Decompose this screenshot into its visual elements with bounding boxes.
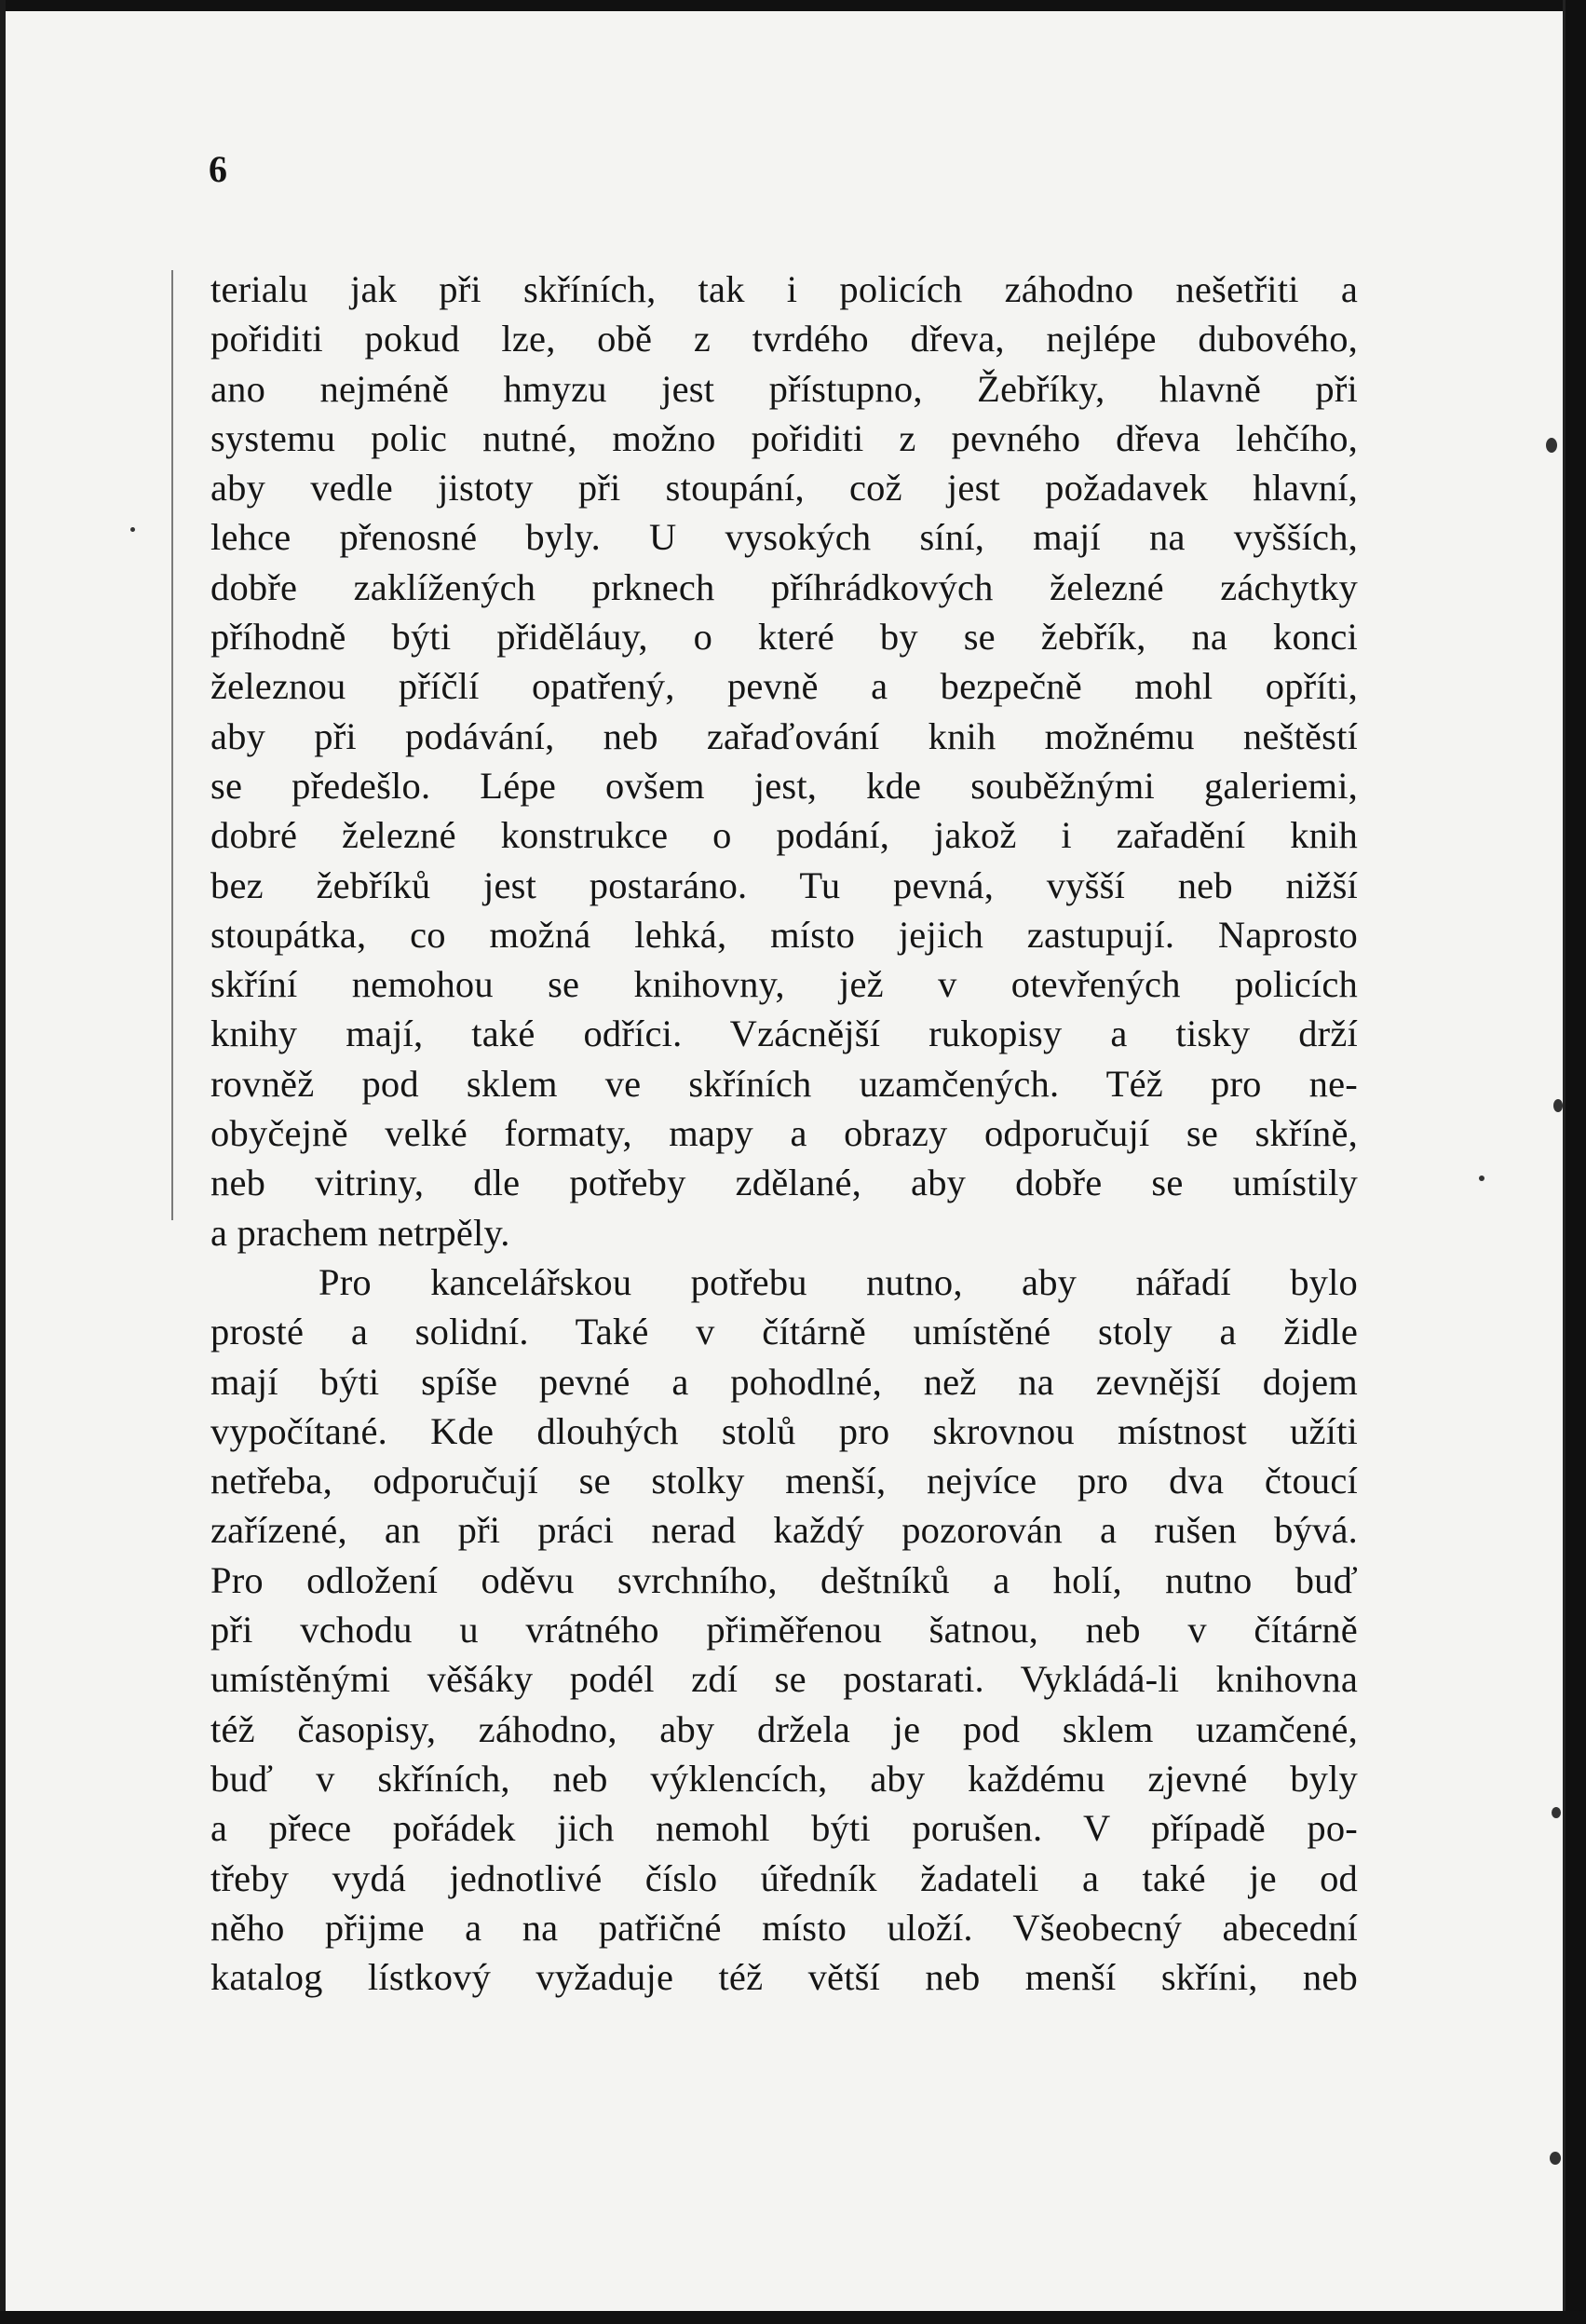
text-line: knihy mají, také odříci. Vzácnější rukopisy a tisky drží	[210, 1013, 1358, 1055]
text-line: buď v skříních, neb výklencích, aby každému zjevné byly	[210, 1757, 1358, 1800]
scan-border-top	[0, 0, 1586, 11]
scan-border-left	[0, 0, 6, 2324]
text-line: systemu polic nutné, možno pořiditi z pevného dřeva lehčího,	[210, 416, 1358, 459]
scan-border-right	[1566, 0, 1586, 2324]
text-line: a prachem netrpěly.	[210, 1211, 510, 1254]
scan-speck	[130, 527, 135, 532]
paragraph-1	[210, 265, 1358, 1257]
text-line: netřeba, odporučují se stolky menší, nejvíce pro dva čtoucí	[210, 1460, 1358, 1502]
text-line: obyčejně velké formaty, mapy a obrazy odporučují se skříně,	[210, 1112, 1358, 1155]
scan-speck	[1550, 2152, 1561, 2165]
scan-speck	[1479, 1176, 1484, 1181]
text-line: vypočítané. Kde dlouhých stolů pro skrovnou místnost užíti	[210, 1409, 1358, 1452]
text-line: skříní nemohou se knihovny, jež v otevřených policích	[210, 963, 1358, 1006]
page-number: 6	[209, 148, 227, 190]
text-line: a přece pořádek jich nemohl býti porušen. V případě po-	[210, 1807, 1358, 1850]
text-line: dobré železné konstrukce o podání, jakož i zařadění knih	[210, 814, 1358, 857]
scan-border-bottom	[0, 2311, 1586, 2324]
scan-speck	[1552, 1807, 1561, 1818]
text-line: Pro odložení oděvu svrchního, deštníků a holí, nutno buď	[210, 1558, 1358, 1601]
text-line: bez žebříků jest postaráno. Tu pevná, vyšší neb nižší	[210, 863, 1358, 906]
text-line: katalog lístkový vyžaduje též větší neb menší skříni, neb	[210, 1956, 1358, 1999]
text-line: příhodně býti přiděláuy, o které by se žebřík, na konci	[210, 616, 1358, 659]
text-line: ano nejméně hmyzu jest přístupno, Žebříky, hlavně při	[210, 367, 1358, 410]
text-line: se předešlo. Lépe ovšem jest, kde souběžnými galeriemi,	[210, 764, 1358, 807]
text-line: rovněž pod sklem ve skříních uzamčených. Též pro ne-	[210, 1062, 1358, 1105]
margin-pencil-line	[171, 270, 173, 1220]
text-line: zařízené, an při práci nerad každý pozorován a rušen bývá.	[210, 1509, 1358, 1552]
text-line: neb vitriny, dle potřeby zdělané, aby dobře se umístily	[210, 1162, 1358, 1204]
text-line: něho přijme a na patřičné místo uloží. Všeobecný abecední	[210, 1906, 1358, 1949]
text-line: dobře zaklížených prknech příhrádkových železné záchytky	[210, 565, 1358, 608]
text-line: Pro kancelářskou potřebu nutno, aby nářadí bylo	[319, 1260, 1358, 1303]
scan-speck	[1553, 1099, 1563, 1112]
text-line: lehce přenosné byly. U vysokých síní, mají na vyšších,	[210, 516, 1358, 559]
text-line: pořiditi pokud lze, obě z tvrdého dřeva, nejlépe dubového,	[210, 318, 1358, 360]
text-line: prosté a solidní. Také v čítárně umístěné stoly a židle	[210, 1311, 1358, 1353]
text-line: stoupátka, co možná lehká, místo jejich zastupují. Naprosto	[210, 913, 1358, 956]
text-line: mají býti spíše pevné a pohodlné, než na zevnější dojem	[210, 1360, 1358, 1403]
text-line: železnou příčlí opatřený, pevně a bezpečně mohl opříti,	[210, 665, 1358, 708]
text-line: terialu jak při skříních, tak i policích záhodno nešetřiti a	[210, 268, 1358, 310]
paragraph-2	[210, 1257, 1358, 2002]
scan-speck	[1546, 438, 1557, 453]
text-line: při vchodu u vrátného přiměřenou šatnou, neb v čítárně	[210, 1609, 1358, 1651]
text-line: též časopisy, záhodno, aby držela je pod sklem uzamčené,	[210, 1707, 1358, 1750]
body-text	[210, 265, 1358, 2002]
text-line: aby při podávání, neb zařaďování knih možnému neštěstí	[210, 714, 1358, 757]
text-line: aby vedle jistoty při stoupání, což jest požadavek hlavní,	[210, 467, 1358, 510]
text-line: umístěnými věšáky podél zdí se postarati. Vykládá-li knihovna	[210, 1658, 1358, 1701]
text-line: třeby vydá jednotlivé číslo úředník žadateli a také je od	[210, 1856, 1358, 1899]
